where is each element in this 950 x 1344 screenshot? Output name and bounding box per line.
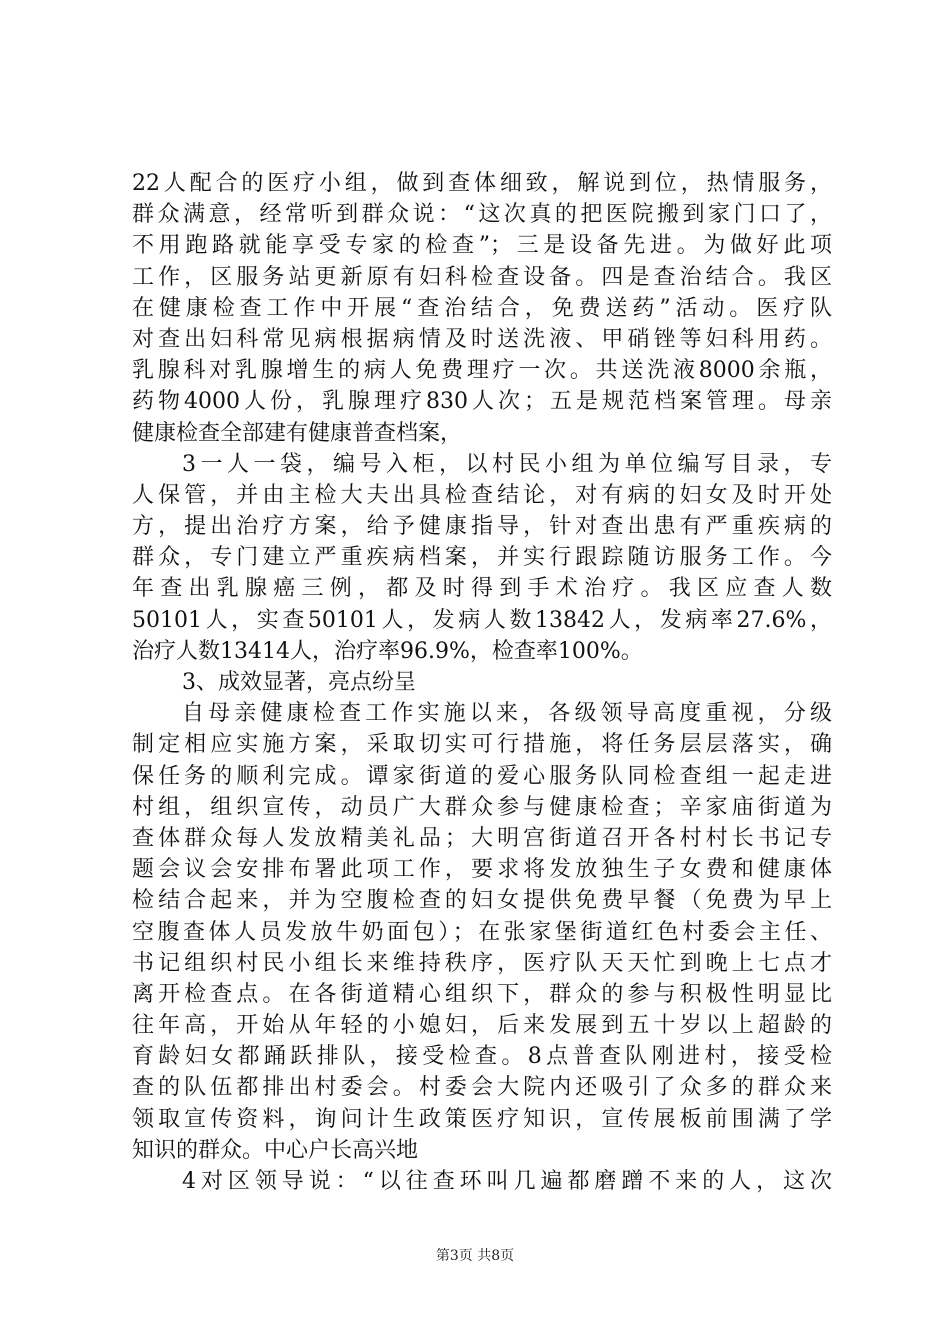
- text-line: 离开检查点。在各街道精心组织下，群众的参与积极性明显比: [132, 981, 832, 1007]
- text-line: 3一人一袋，编号入柜，以村民小组为单位编写目录，专: [182, 451, 832, 477]
- text-line: 空腹查体人员发放牛奶面包）；在张家堡街道红色村委会主任、: [132, 919, 832, 945]
- text-line: 群众满意，经常听到群众说：“这次真的把医院搬到家门口了，: [132, 202, 832, 228]
- text-line: 知识的群众。中心户长高兴地: [132, 1137, 419, 1163]
- text-line: 4对区领导说：“以往查环叫几遍都磨蹭不来的人，这次: [182, 1169, 832, 1194]
- text-line: 人保管，并由主检大夫出具检查结论，对有病的妇女及时开处: [132, 482, 832, 508]
- text-line: 对查出妇科常见病根据病情及时送洗液、甲硝锉等妇科用药。: [132, 326, 832, 352]
- text-line: 50101人，实查50101人，发病人数13842人，发病率27.6%，: [132, 607, 832, 633]
- text-line: 制定相应实施方案，采取切实可行措施，将任务层层落实，确: [132, 732, 832, 758]
- body-text: [132, 168, 832, 1197]
- text-line: 年查出乳腺癌三例，都及时得到手术治疗。我区应查人数: [132, 576, 832, 602]
- text-line: 查的队伍都排出村委会。村委会大院内还吸引了众多的群众来: [132, 1075, 832, 1101]
- text-line: 22人配合的医疗小组，做到查体细致，解说到位，热情服务，: [132, 171, 832, 196]
- text-line: 健康检查全部建有健康普查档案，: [132, 420, 463, 446]
- section-heading: 3、成效显著，亮点纷呈: [182, 670, 416, 695]
- text-line: 乳腺科对乳腺增生的病人免费理疗一次。共送洗液8000余瓶，: [132, 358, 832, 384]
- text-line: 工作，区服务站更新原有妇科检查设备。四是查治结合。我区: [132, 264, 832, 290]
- text-line: 保任务的顺利完成。谭家街道的爱心服务队同检查组一起走进: [132, 763, 832, 789]
- text-line: 查体群众每人发放精美礼品；大明宫街道召开各村村长书记专: [132, 825, 832, 851]
- text-line: 治疗人数13414人，治疗率96.9%，检查率100%。: [132, 638, 643, 664]
- text-line: 领取宣传资料，询问计生政策医疗知识，宣传展板前围满了学: [132, 1106, 832, 1132]
- text-line: 题会议会安排布署此项工作，要求将发放独生子女费和健康体: [132, 857, 832, 883]
- text-line: 不用跑路就能享受专家的检查”；三是设备先进。为做好此项: [132, 233, 832, 259]
- text-line: 药物4000人份，乳腺理疗830人次；五是规范档案管理。母亲: [132, 389, 832, 415]
- text-line: 自母亲健康检查工作实施以来，各级领导高度重视，分级: [182, 701, 832, 727]
- text-line: 群众，专门建立严重疾病档案，并实行跟踪随访服务工作。今: [132, 545, 832, 571]
- text-line: 检结合起来，并为空腹检查的妇女提供免费早餐（免费为早上: [132, 888, 832, 914]
- text-line: 往年高，开始从年轻的小媳妇，后来发展到五十岁以上超龄的: [132, 1013, 832, 1039]
- text-line: 在健康检查工作中开展“查治结合，免费送药”活动。医疗队: [132, 295, 832, 321]
- text-line: 育龄妇女都踊跃排队，接受检查。8点普查队刚进村，接受检: [132, 1044, 832, 1070]
- text-line: 书记组织村民小组长来维持秩序，医疗队天天忙到晚上七点才: [132, 950, 832, 976]
- text-line: 村组，组织宣传，动员广大群众参与健康检查；辛家庙街道为: [132, 794, 832, 820]
- text-line: 方，提出治疗方案，给予健康指导，针对查出患有严重疾病的: [132, 514, 832, 540]
- page-number-footer: 第3页 共8页: [435, 1248, 515, 1264]
